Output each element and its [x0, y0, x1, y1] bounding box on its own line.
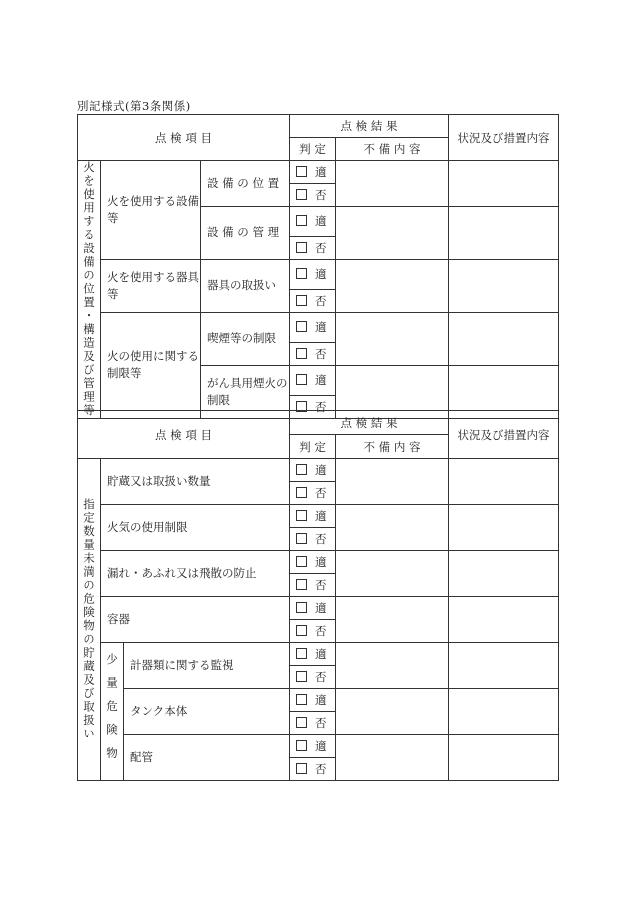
defect-cell[interactable] [336, 312, 449, 365]
category-fire-equipment: 火を使用する設備の位置・構造及び管理等 [78, 161, 101, 419]
defect-cell[interactable] [336, 161, 449, 207]
checkbox-ng[interactable]: 否 [290, 574, 336, 597]
defect-cell[interactable] [336, 597, 449, 643]
small-quantity-label: 少量危険物 [101, 643, 124, 781]
checkbox-ng[interactable]: 否 [290, 342, 336, 365]
defect-cell[interactable] [336, 551, 449, 597]
checkbox-icon [296, 625, 307, 636]
header-status-measures: 状況及び措置内容 [449, 411, 559, 459]
checkbox-icon [296, 464, 307, 475]
checkbox-ok[interactable]: 適 [290, 207, 336, 237]
defect-cell[interactable] [336, 207, 449, 260]
header-defect-content: 不 備 内 容 [336, 138, 449, 161]
status-cell[interactable] [449, 735, 559, 781]
checkbox-icon [296, 268, 307, 279]
header-defect-content: 不 備 内 容 [336, 435, 449, 459]
defect-cell[interactable] [336, 459, 449, 505]
status-cell[interactable] [449, 259, 559, 312]
checkbox-ok[interactable]: 適 [290, 259, 336, 289]
checkbox-icon [296, 166, 307, 177]
checkbox-ng[interactable]: 否 [290, 758, 336, 781]
item-label: 設 備 の 管 理 [201, 207, 290, 260]
checkbox-icon [296, 374, 307, 385]
checkbox-icon [296, 740, 307, 751]
defect-cell[interactable] [336, 689, 449, 735]
checkbox-icon [296, 510, 307, 521]
checkbox-ng[interactable]: 否 [290, 666, 336, 689]
checkbox-icon [296, 671, 307, 682]
checkbox-icon [296, 533, 307, 544]
category-hazardous-materials: 指定数量未満の危険物の貯蔵及び取扱い [78, 459, 101, 781]
status-cell[interactable] [449, 551, 559, 597]
item-label: 火気の使用制限 [101, 505, 290, 551]
checkbox-icon [296, 579, 307, 590]
status-cell[interactable] [449, 459, 559, 505]
status-cell[interactable] [449, 597, 559, 643]
inspection-table-fire-equipment [77, 114, 559, 419]
checkbox-icon [296, 242, 307, 253]
checkbox-icon [296, 556, 307, 567]
checkbox-ok[interactable]: 適 [290, 365, 336, 395]
checkbox-ng[interactable]: 否 [290, 289, 336, 312]
checkbox-ng[interactable]: 否 [290, 184, 336, 207]
inspection-table-hazardous-materials [77, 410, 559, 781]
item-label: 器具の取扱い [201, 259, 290, 312]
item-label: 漏れ・あふれ又は飛散の防止 [101, 551, 290, 597]
checkbox-icon [296, 348, 307, 359]
status-cell[interactable] [449, 689, 559, 735]
checkbox-ok[interactable]: 適 [290, 735, 336, 758]
checkbox-ok[interactable]: 適 [290, 161, 336, 184]
checkbox-ng[interactable]: 否 [290, 482, 336, 505]
header-status-measures: 状況及び措置内容 [449, 115, 559, 161]
checkbox-icon [296, 717, 307, 728]
checkbox-ng[interactable]: 否 [290, 395, 336, 418]
checkbox-icon [296, 602, 307, 613]
checkbox-ok[interactable]: 適 [290, 597, 336, 620]
checkbox-icon [296, 189, 307, 200]
item-label: 計器類に関する監視 [124, 643, 290, 689]
checkbox-ok[interactable]: 適 [290, 312, 336, 342]
status-cell[interactable] [449, 505, 559, 551]
checkbox-icon [296, 215, 307, 226]
defect-cell[interactable] [336, 643, 449, 689]
header-judgement: 判 定 [290, 138, 336, 161]
checkbox-icon [296, 295, 307, 306]
checkbox-ok[interactable]: 適 [290, 551, 336, 574]
status-cell[interactable] [449, 643, 559, 689]
checkbox-ng[interactable]: 否 [290, 528, 336, 551]
item-label: 配管 [124, 735, 290, 781]
header-inspection-item: 点 検 項 目 [78, 115, 290, 161]
defect-cell[interactable] [336, 259, 449, 312]
checkbox-ng[interactable]: 否 [290, 236, 336, 259]
item-label: 貯蔵又は取扱い数量 [101, 459, 290, 505]
group-label: 火を使用する器具等 [101, 259, 201, 312]
checkbox-ok[interactable]: 適 [290, 505, 336, 528]
group-label: 火の使用に関する制限等 [101, 312, 201, 418]
item-label: 容器 [101, 597, 290, 643]
item-label: タンク本体 [124, 689, 290, 735]
checkbox-ok[interactable]: 適 [290, 689, 336, 712]
checkbox-ok[interactable]: 適 [290, 459, 336, 482]
checkbox-icon [296, 487, 307, 498]
checkbox-icon [296, 321, 307, 332]
status-cell[interactable] [449, 207, 559, 260]
group-label: 火を使用する設備等 [101, 161, 201, 260]
status-cell[interactable] [449, 312, 559, 365]
checkbox-icon [296, 694, 307, 705]
item-label: 喫煙等の制限 [201, 312, 290, 365]
header-inspection-item: 点 検 項 目 [78, 411, 290, 459]
header-inspection-result: 点 検 結 果 [290, 115, 449, 138]
item-label: 設 備 の 位 置 [201, 161, 290, 207]
defect-cell[interactable] [336, 735, 449, 781]
checkbox-ng[interactable]: 否 [290, 712, 336, 735]
defect-cell[interactable] [336, 505, 449, 551]
checkbox-ng[interactable]: 否 [290, 620, 336, 643]
item-label: がん具用煙火の制限 [201, 365, 290, 418]
checkbox-icon [296, 648, 307, 659]
header-inspection-result: 点 検 結 果 [290, 411, 449, 435]
header-judgement: 判 定 [290, 435, 336, 459]
form-title: 別記様式(第3条関係) [77, 99, 191, 113]
checkbox-ok[interactable]: 適 [290, 643, 336, 666]
checkbox-icon [296, 763, 307, 774]
status-cell[interactable] [449, 161, 559, 207]
